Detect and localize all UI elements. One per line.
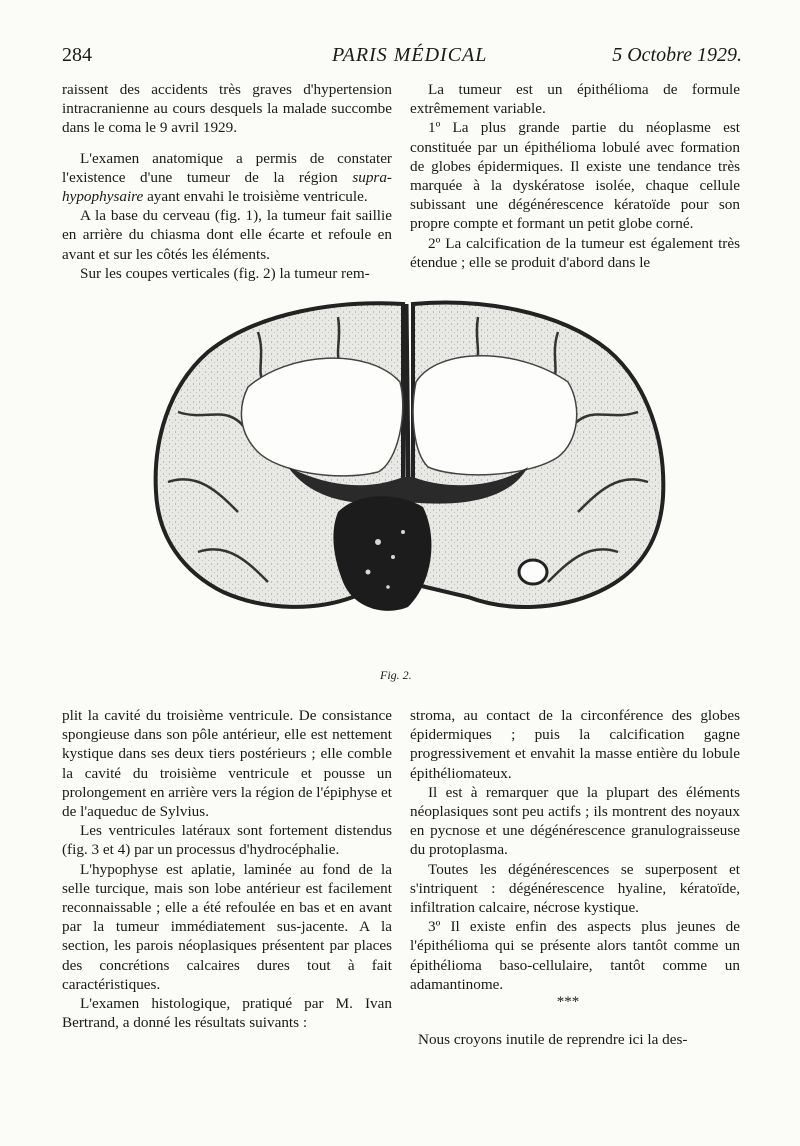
paragraph: Il est à remarquer que la plupart des éléments néoplasiques sont peu actifs ; ils montrent des noyaux en pycnose et une dégénérescence granulograisseuse du protoplasma. — [410, 783, 740, 859]
paragraph: Toutes les dégénérescences se superposent et s'intriquent : dégénérescence hyaline, kératoïde, infiltration calcaire, nécrose kystique. — [410, 860, 740, 917]
paragraph: L'hypophyse est aplatie, laminée au fond de la selle turcique, mais son lobe antérieur est facilement reconnaissable ; elle a été refoulée en bas et en avant par la tumeur immédiatement sus-jacente. A la section, les parois néoplasiques présentent par places des concrétions calcaires dures tout à fait caractéristiques. — [62, 860, 392, 993]
paragraph: A la base du cerveau (fig. 1), la tumeur fait saillie en arrière du chiasma dont elle écarte et refoule en avant et sur les côtés les éléments. — [62, 207, 392, 263]
brain-coronal-section-image — [138, 292, 678, 662]
section-separator-asterisks: *** — [556, 994, 580, 1010]
left-column-bottom — [62, 706, 392, 1032]
paragraph: 1º La plus grande partie du néoplasme est constituée par un épithélioma lobulé avec formation de globes épidermiques. Il existe une tendance très marquée à la dyskératose isolée, chaque cellule subissant une dégénérescence kératoïde pour son propre compte et formant un petit globe corné. — [410, 119, 740, 233]
running-header — [62, 44, 742, 74]
paragraph: raissent des accidents très graves d'hypertension intracranienne au cours desquels la malade succombe dans le coma le 9 avril 1929. — [62, 81, 392, 137]
paragraph: stroma, au contact de la circonférence des globes épidermiques ; puis la calcification gagne progressivement et envahit la masse entière du lobule épithéliomateux. — [410, 707, 740, 782]
paragraph: L'examen anatomique a permis de constater l'existence d'une tumeur de la région supra-hypophysaire ayant envahi le troisième ventricule. — [62, 149, 392, 206]
paragraph: 2º La calcification de la tumeur est également très étendue ; elle se produit d'abord dans le — [410, 234, 740, 271]
right-column-top — [410, 80, 740, 272]
paragraph: Sur les coupes verticales (fig. 2) la tumeur rem- — [80, 264, 370, 282]
paragraph: Nous croyons inutile de reprendre ici la des- — [418, 1031, 688, 1048]
issue-date: 5 Octobre 1929. — [612, 44, 742, 66]
right-column-bottom — [410, 706, 740, 994]
paragraph: La tumeur est un épithélioma de formule extrêmement variable. — [410, 81, 740, 118]
figure-caption: Fig. 2. — [380, 668, 412, 682]
paragraph: plit la cavité du troisième ventricule. De consistance spongieuse dans son pôle antérieur, elle est nettement kystique dans ses deux tiers postérieurs ; elle comble la cavité du troisième ventricule et pousse un prolongement en arrière vers la région de l'épiphyse et de l'aqueduc de Sylvius. — [62, 707, 392, 821]
brain-section-figure — [138, 292, 678, 662]
journal-title: PARIS MÉDICAL — [332, 44, 488, 66]
page-number: 284 — [62, 44, 92, 66]
left-column-top — [62, 80, 392, 283]
paragraph: 3º Il existe enfin des aspects plus jeunes de l'épithélioma qui se présente alors tantôt comme un épithélioma baso-cellulaire, tantôt comme un adamantinome. — [410, 918, 740, 993]
paragraph: Les ventricules latéraux sont fortement distendus (fig. 3 et 4) par un processus d'hydrocéphalie. — [62, 822, 392, 859]
paragraph: L'examen histologique, pratiqué par M. Ivan Bertrand, a donné les résultats suivants : — [62, 995, 392, 1032]
italic-term: supra-hypophysaire — [62, 168, 392, 206]
